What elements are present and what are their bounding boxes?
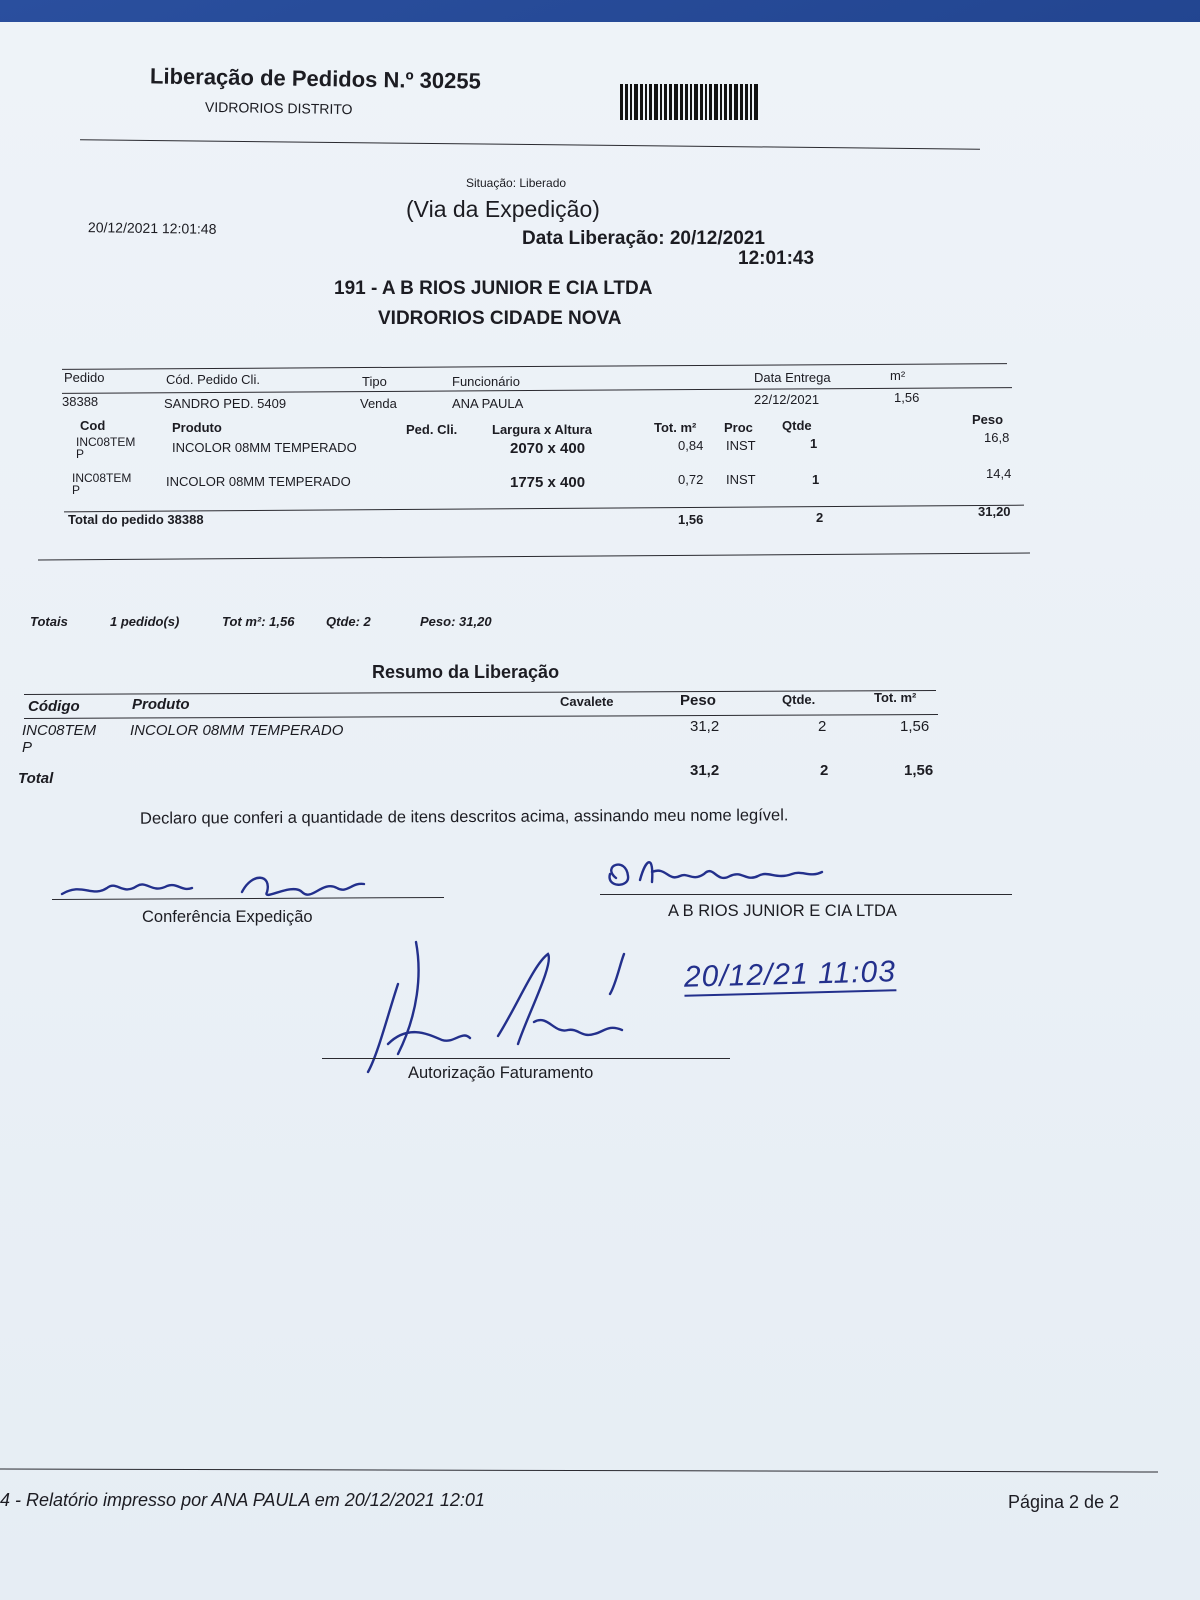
copy-label: (Via da Expedição) — [406, 196, 600, 222]
order-total-divider — [64, 505, 1024, 513]
item-cod-header: Cod — [80, 418, 106, 433]
col-funcionario-header: Funcionário — [452, 374, 520, 389]
summary-tot-m2: 1,56 — [900, 718, 930, 735]
order-total-label: Total do pedido 38388 — [68, 512, 204, 527]
order-total-qtde: 2 — [816, 510, 824, 525]
col-pedido-header: Pedido — [64, 370, 105, 385]
release-time: 12:01:43 — [738, 248, 815, 269]
release-date: Data Liberação: 20/12/2021 — [522, 228, 765, 249]
item-largura-altura-header: Largura x Altura — [492, 422, 592, 437]
item-proc: INST — [726, 438, 756, 453]
order-table-top — [62, 363, 1007, 370]
item-qtde: 1 — [810, 436, 818, 451]
col-tipo-header: Tipo — [362, 374, 387, 389]
item-ped-cli-header: Ped. Cli. — [406, 422, 458, 437]
totals-label: Totais — [30, 614, 68, 629]
summary-produto: INCOLOR 08MM TEMPERADO — [130, 722, 344, 739]
totals-m2: Tot m²: 1,56 — [222, 614, 295, 629]
footer-divider — [0, 1468, 1158, 1472]
order-pedido: 38388 — [62, 394, 99, 409]
header-divider — [80, 139, 980, 149]
summary-tot-m2-header: Tot. m² — [874, 690, 917, 705]
document-page — [0, 22, 1200, 1600]
order-total-peso: 31,20 — [978, 504, 1011, 519]
summary-cavalete-header: Cavalete — [560, 694, 614, 709]
order-cod-pedido-cli: SANDRO PED. 5409 — [164, 396, 287, 411]
order-total-m2: 1,56 — [678, 512, 704, 527]
print-datetime: 20/12/2021 12:01:48 — [87, 219, 217, 237]
handwritten-date: 20/12/21 11:03 — [684, 955, 897, 997]
item-proc: INST — [726, 472, 756, 487]
conference-label: Conferência Expedição — [142, 908, 313, 926]
document-title: Liberação de Pedidos N.º 30255 — [149, 63, 482, 94]
authorization-signature-line — [322, 1058, 730, 1059]
branch-name: VIDRORIOS DISTRITO — [204, 98, 353, 118]
order-tipo: Venda — [360, 396, 397, 411]
summary-produto-header: Produto — [132, 696, 190, 713]
summary-total-peso: 31,2 — [690, 762, 720, 779]
item-tot-m2: 0,72 — [678, 472, 704, 487]
summary-peso: 31,2 — [690, 718, 720, 735]
order-header-divider — [62, 387, 1012, 394]
item-cod: INC08TEM P — [72, 471, 132, 497]
summary-total-label: Total — [18, 770, 54, 787]
item-produto: INCOLOR 08MM TEMPERADO — [166, 474, 351, 489]
summary-total-qtde: 2 — [820, 762, 829, 779]
item-proc-header: Proc — [724, 420, 753, 435]
item-produto: INCOLOR 08MM TEMPERADO — [172, 440, 357, 455]
footer-page-number: Página 2 de 2 — [1008, 1492, 1120, 1512]
col-m2-header: m² — [890, 368, 906, 383]
item-peso-header: Peso — [972, 412, 1004, 427]
item-peso: 16,8 — [984, 430, 1010, 445]
summary-qtde: 2 — [818, 718, 827, 735]
summary-peso-header: Peso — [680, 692, 716, 709]
summary-header-divider — [24, 714, 938, 719]
item-dims: 2070 x 400 — [510, 440, 586, 457]
order-funcionario: ANA PAULA — [452, 396, 524, 411]
item-qtde: 1 — [812, 472, 820, 487]
company-signature-line — [600, 894, 1012, 895]
situation-label: Situação: Liberado — [466, 176, 567, 190]
footer-printed-by: 4 - Relatório impresso por ANA PAULA em 20/12/2021 12:01 — [0, 1490, 485, 1510]
order-m2: 1,56 — [894, 390, 920, 405]
order-table-bottom — [38, 553, 1030, 561]
summary-title: Resumo da Liberação — [372, 662, 560, 682]
item-peso: 14,4 — [986, 466, 1012, 481]
item-tot-m2: 0,84 — [678, 438, 704, 453]
summary-qtde-header: Qtde. — [782, 692, 816, 707]
summary-codigo: INC08TEM P — [22, 722, 97, 756]
item-tot-m2-header: Tot. m² — [654, 420, 697, 435]
store-name: VIDRORIOS CIDADE NOVA — [378, 308, 622, 329]
totals-qtde: Qtde: 2 — [326, 614, 371, 629]
summary-total-tot-m2: 1,56 — [904, 762, 934, 779]
declaration-text: Declaro que conferi a quantidade de itens descritos acima, assinando meu nome legível. — [139, 806, 789, 828]
col-data-entrega-header: Data Entrega — [754, 370, 831, 385]
barcode — [620, 84, 770, 120]
col-cod-pedido-cli-header: Cód. Pedido Cli. — [166, 372, 260, 387]
summary-codigo-header: Código — [28, 698, 80, 715]
order-data-entrega: 22/12/2021 — [754, 392, 820, 407]
item-qtde-header: Qtde — [782, 418, 812, 433]
totals-pedidos: 1 pedido(s) — [110, 614, 180, 629]
client-name: 191 - A B RIOS JUNIOR E CIA LTDA — [334, 278, 653, 299]
item-dims: 1775 x 400 — [510, 474, 586, 491]
item-produto-header: Produto — [172, 420, 222, 435]
item-cod: INC08TEM P — [76, 435, 136, 461]
totals-peso: Peso: 31,20 — [420, 614, 492, 629]
authorization-label: Autorização Faturamento — [408, 1064, 594, 1082]
company-label: A B RIOS JUNIOR E CIA LTDA — [668, 902, 897, 920]
